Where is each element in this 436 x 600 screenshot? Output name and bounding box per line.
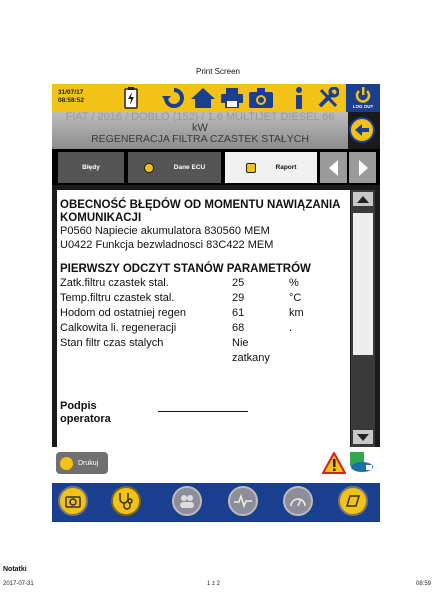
param-unit: % (289, 277, 299, 289)
camera-outline-icon (65, 494, 81, 508)
param-row (60, 336, 350, 366)
home-icon[interactable] (190, 86, 216, 110)
stethoscope-icon (117, 492, 135, 510)
param-value: Nie zatkany (232, 337, 270, 364)
param-name: Calkowita li. regeneracji (60, 322, 177, 334)
footer-page: 1 z 2 (207, 581, 221, 587)
power-icon (355, 87, 371, 103)
errors-section-title: OBECNOŚĆ BŁĘDÓW OD MOMENTU NAWIĄZANIA KOMUNIKACJI (60, 199, 341, 224)
tab-bledy-label: Błędy (82, 164, 100, 171)
status-datetime (58, 89, 84, 105)
vehicle-line2: kW (192, 122, 208, 134)
chevron-down-icon (357, 434, 369, 441)
param-value: 61 (232, 307, 245, 319)
signature-line (158, 411, 248, 412)
gauge-icon (289, 494, 307, 508)
tab-dane-ecu-label: Dane ECU (173, 164, 206, 171)
tab-raport-label: Raport (275, 164, 297, 171)
param-unit (289, 336, 329, 366)
error-item: P0560 Napiecie akumulatora 830560 MEM (60, 225, 270, 237)
tab-prev-button[interactable] (320, 152, 347, 183)
param-name: Temp.filtru czastek stal. (60, 292, 175, 304)
logout-button[interactable] (346, 84, 380, 112)
params-section-title: PIERWSZY ODCZYT STANÓW PARAMETRÓW (60, 263, 311, 275)
error-item: U0422 Funkcja bezwladnosci 83C422 MEM (60, 238, 274, 251)
param-name: Zatk.filtru czastek stal. (60, 277, 169, 289)
param-value: 29 (232, 292, 245, 304)
report-content (57, 190, 350, 447)
status-time: 08:58:52 (58, 97, 85, 104)
dock-diagnostics-button[interactable] (58, 486, 88, 516)
logout-label: LOG OUT (352, 104, 374, 109)
tab-dane-ecu[interactable] (128, 152, 221, 183)
dock-graph-button[interactable] (228, 486, 258, 516)
notes-label: Notatki (3, 566, 27, 573)
info-icon[interactable] (288, 86, 310, 110)
printer-small-icon (60, 457, 73, 470)
dock-gauge-button[interactable] (283, 486, 313, 516)
vehicle-procedure: REGENERACJA FILTRA CZASTEK STAŁYCH (91, 133, 309, 145)
status-date: 31/07/17 (58, 89, 84, 96)
report-icon (246, 163, 256, 173)
waveform-icon (234, 494, 252, 508)
param-name: Stan filtr czas stalych (60, 337, 164, 349)
camera-icon[interactable] (247, 86, 275, 110)
footer-time: 08:59 (416, 581, 432, 587)
param-row (60, 306, 350, 321)
print-button-label: Drukuj (78, 459, 99, 467)
chevron-up-icon (357, 196, 369, 203)
warning-icon[interactable] (322, 452, 346, 479)
scroll-up-button[interactable] (353, 192, 373, 206)
dock-stethoscope-button[interactable] (111, 486, 141, 516)
param-value: 68 (232, 322, 245, 334)
chevron-right-icon (358, 160, 368, 176)
info-circle-icon (144, 163, 154, 173)
people-icon (178, 493, 196, 509)
printer-icon[interactable] (219, 86, 245, 110)
notes-icon (345, 494, 361, 508)
battery-icon[interactable] (118, 86, 144, 110)
vehicle-line1: FIAT / 2016 / DOBLO (152) / 1.6 MULTIJET DIESEL 66 (65, 111, 335, 123)
dock-notes-button[interactable] (338, 486, 368, 516)
connection-icon[interactable] (348, 452, 374, 479)
refresh-icon[interactable] (160, 86, 188, 110)
param-row (60, 291, 350, 306)
scroll-down-button[interactable] (353, 430, 373, 444)
tab-next-button[interactable] (349, 152, 376, 183)
param-row (60, 321, 350, 336)
print-button[interactable] (56, 452, 108, 474)
param-unit: °C (289, 292, 302, 304)
signature-label: Podpis operatora (60, 400, 111, 425)
dock-people-button[interactable] (172, 486, 202, 516)
param-row (60, 276, 350, 291)
param-unit: . (289, 322, 293, 334)
bottom-dock (52, 483, 380, 522)
param-value: 25 (232, 277, 245, 289)
scrollbar-thumb[interactable] (353, 213, 373, 355)
tab-bledy[interactable] (58, 152, 124, 183)
tools-icon[interactable] (314, 86, 342, 110)
tab-raport[interactable] (225, 152, 317, 183)
param-name: Hodom od ostatniej regen (60, 307, 186, 319)
chevron-left-icon (329, 160, 339, 176)
footer-date: 2017-07-31 (3, 581, 34, 587)
vehicle-header (52, 112, 348, 149)
arrow-left-icon (355, 124, 369, 136)
back-button[interactable] (349, 117, 375, 143)
param-unit: km (289, 307, 304, 319)
print-screen-title: Print Screen (195, 67, 241, 76)
